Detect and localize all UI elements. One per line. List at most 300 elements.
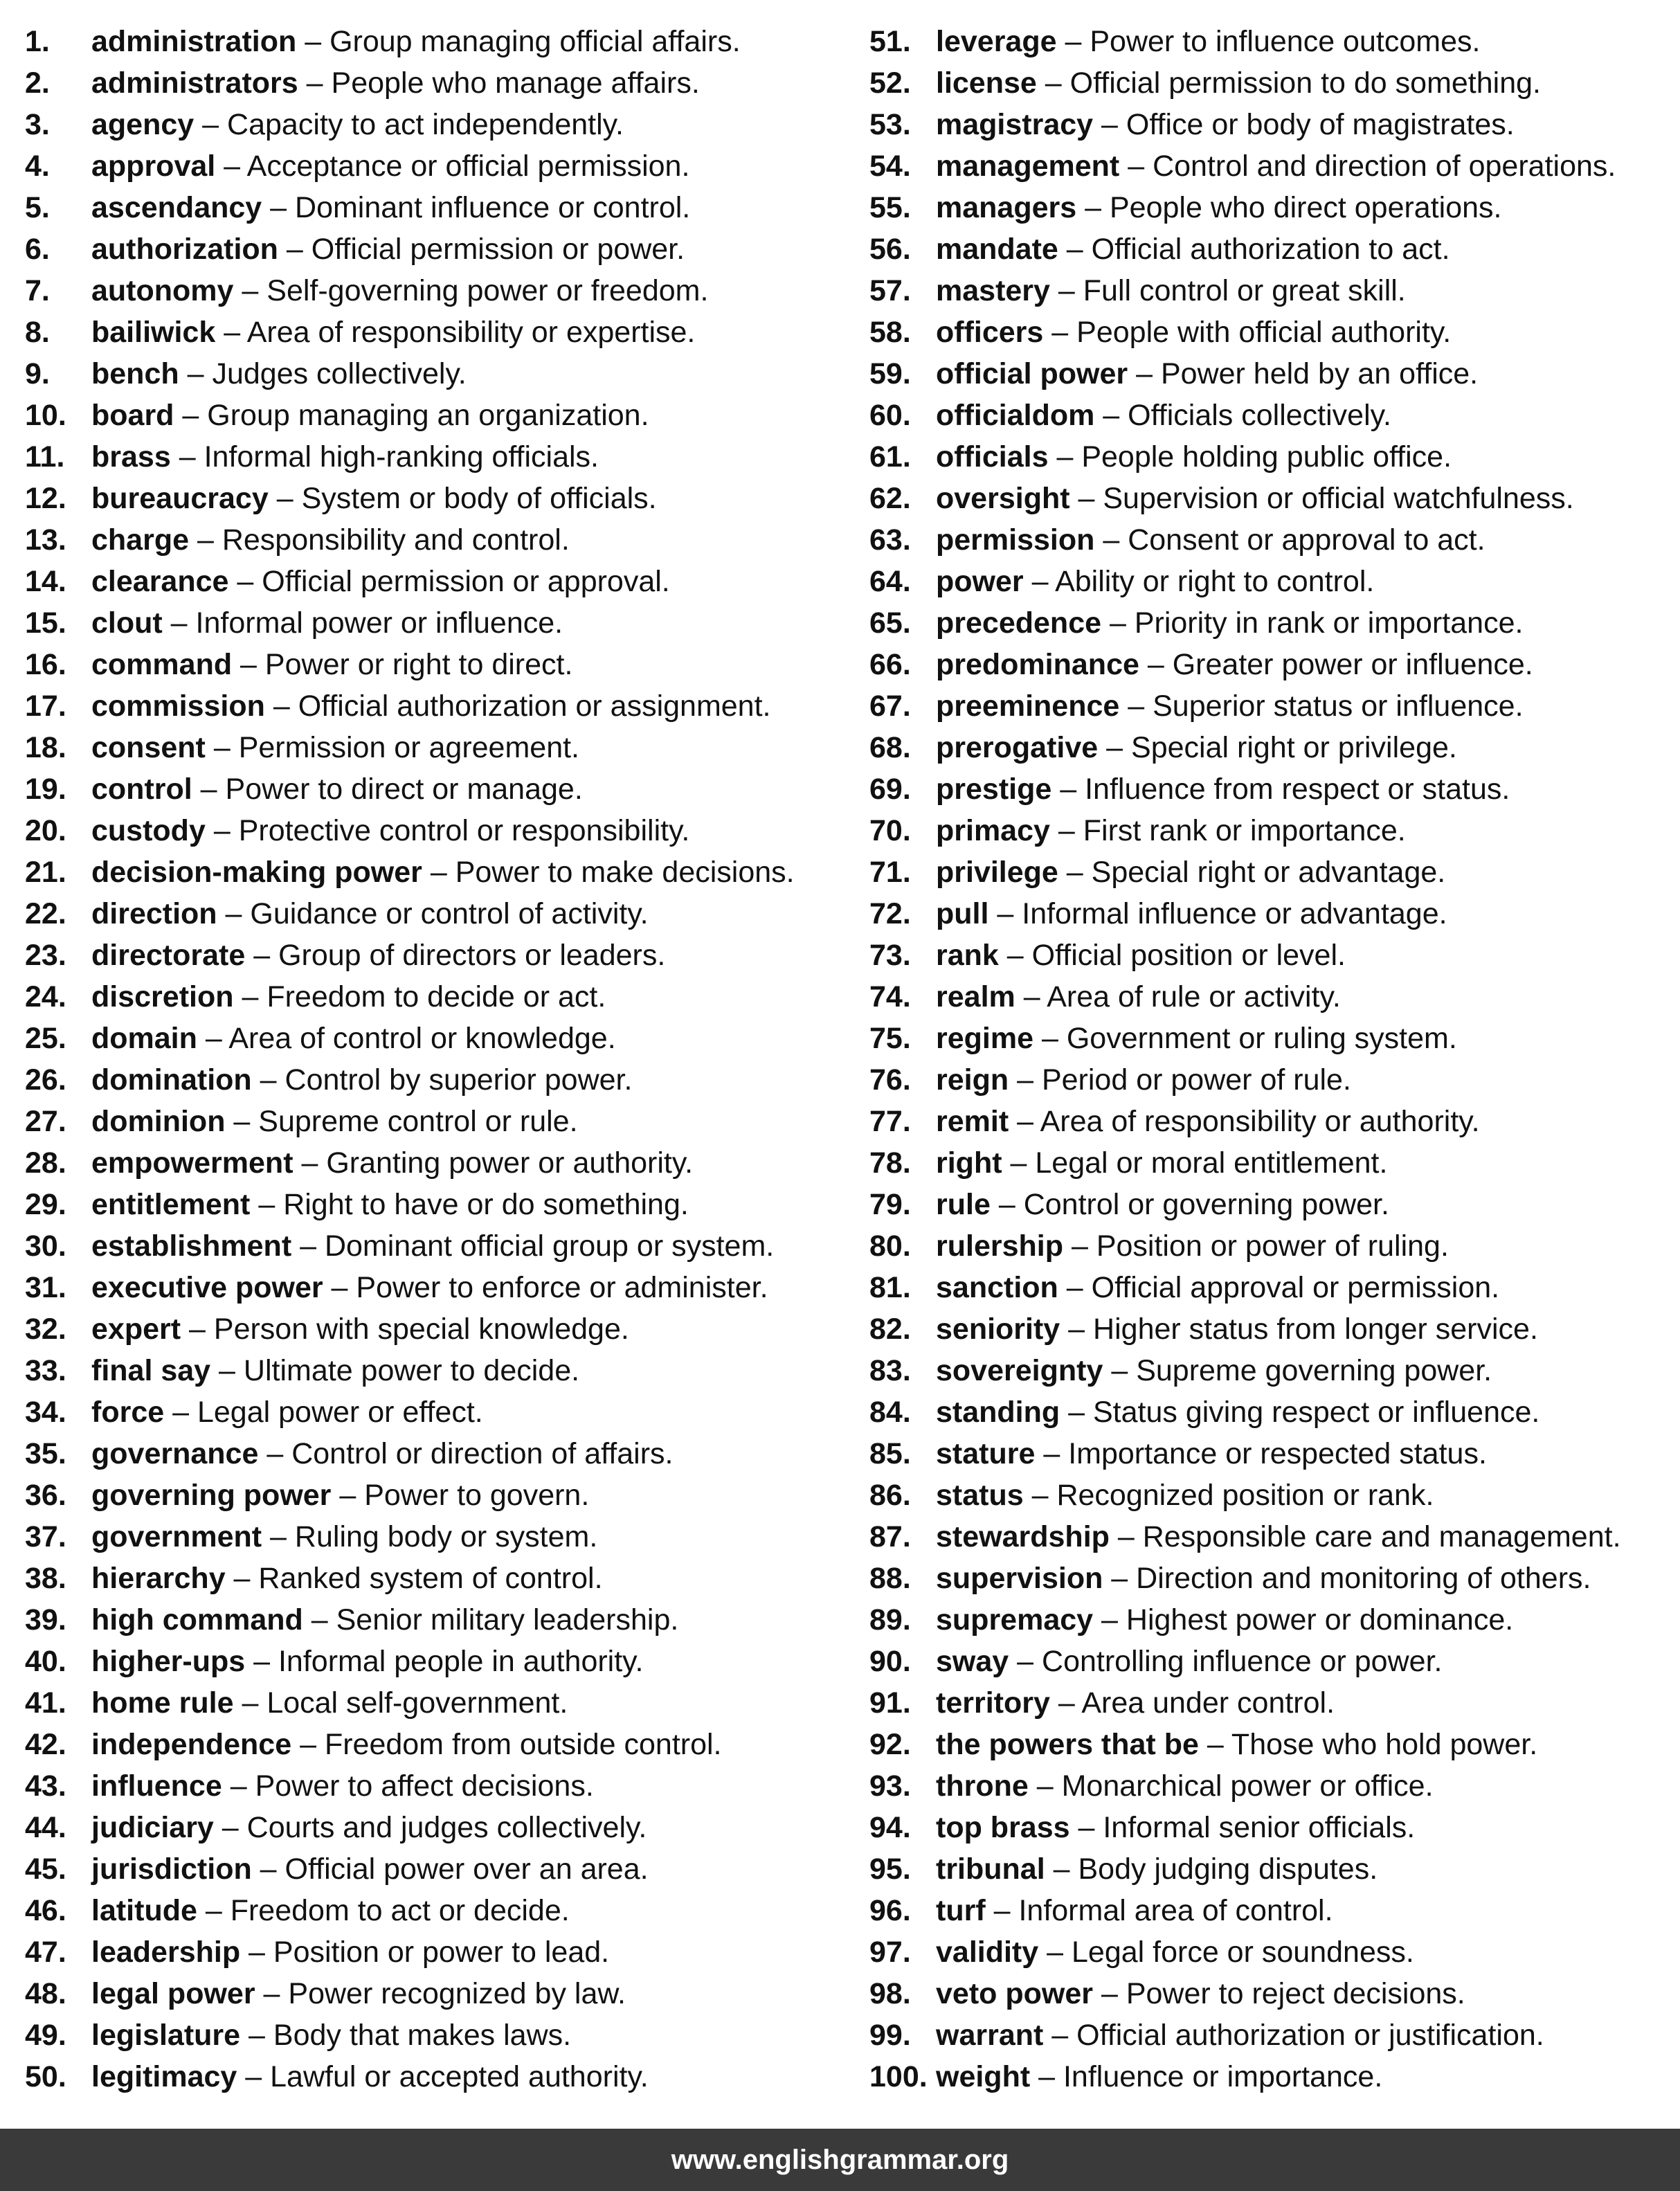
item-separator: – xyxy=(1119,150,1153,183)
item-definition: Power to affect decisions. xyxy=(255,1769,594,1803)
item-definition: Status giving respect or influence. xyxy=(1092,1396,1540,1429)
list-item xyxy=(25,1641,842,1682)
item-number: 11. xyxy=(25,440,65,474)
item-definition: Power to enforce or administer. xyxy=(356,1271,768,1304)
item-term: precedence xyxy=(936,606,1102,640)
item-separator: – xyxy=(1043,316,1077,349)
item-term: standing xyxy=(936,1396,1060,1429)
item-term: officials xyxy=(936,440,1049,474)
item-term: pull xyxy=(936,897,989,930)
item-term: direction xyxy=(91,897,217,930)
item-definition: Position or power to lead. xyxy=(273,1936,610,1969)
list-item xyxy=(869,395,1672,436)
item-number: 67. xyxy=(869,689,911,723)
item-definition: Supreme control or rule. xyxy=(258,1105,578,1138)
item-term: rulership xyxy=(936,1229,1063,1263)
item-separator: – xyxy=(262,191,296,224)
item-separator: – xyxy=(233,980,267,1013)
item-number: 95. xyxy=(869,1852,911,1886)
list-item xyxy=(25,561,842,602)
item-separator: – xyxy=(225,1562,259,1595)
list-item xyxy=(25,768,842,810)
item-separator: – xyxy=(1033,1022,1067,1055)
item-definition: Person with special knowledge. xyxy=(213,1313,629,1346)
item-separator: – xyxy=(162,606,196,640)
item-term: stewardship xyxy=(936,1520,1110,1553)
list-item xyxy=(25,312,842,353)
item-number: 24. xyxy=(25,980,66,1013)
item-separator: – xyxy=(262,1520,295,1553)
item-definition: Those who hold power. xyxy=(1231,1728,1538,1761)
item-number: 65. xyxy=(869,606,911,640)
item-definition: Informal power or influence. xyxy=(195,606,563,640)
item-definition: Area of rule or activity. xyxy=(1047,980,1341,1013)
item-term: oversight xyxy=(936,482,1070,515)
item-definition: Ability or right to control. xyxy=(1055,565,1375,598)
list-item xyxy=(869,1267,1672,1308)
item-term: administrators xyxy=(91,66,298,100)
item-number: 49. xyxy=(25,2019,66,2052)
item-term: magistracy xyxy=(936,108,1094,141)
item-number: 62. xyxy=(869,482,911,515)
list-item xyxy=(869,602,1672,644)
list-item xyxy=(25,145,842,187)
item-term: domain xyxy=(91,1022,197,1055)
list-item xyxy=(869,1018,1672,1059)
item-number: 34. xyxy=(25,1396,66,1429)
item-term: leverage xyxy=(936,25,1057,58)
item-number: 1. xyxy=(25,25,50,58)
list-item xyxy=(869,727,1672,768)
list-item xyxy=(869,1516,1672,1558)
item-separator: – xyxy=(323,1271,356,1304)
item-number: 60. xyxy=(869,399,911,432)
item-separator: – xyxy=(1198,1728,1231,1761)
item-definition: Area of responsibility or authority. xyxy=(1040,1105,1480,1138)
list-item xyxy=(25,353,842,395)
item-number: 96. xyxy=(869,1894,911,1927)
item-term: latitude xyxy=(91,1894,197,1927)
item-separator: – xyxy=(1069,482,1103,515)
item-separator: – xyxy=(1094,523,1128,557)
item-definition: Lawful or accepted authority. xyxy=(270,2060,649,2093)
item-definition: Importance or respected status. xyxy=(1068,1437,1487,1470)
item-term: jurisdiction xyxy=(91,1852,252,1886)
item-definition: Self-governing power or freedom. xyxy=(267,274,709,307)
item-term: expert xyxy=(91,1313,181,1346)
item-number: 10. xyxy=(25,399,66,432)
item-number: 77. xyxy=(869,1105,911,1138)
item-definition: Dominant official group or system. xyxy=(324,1229,775,1263)
item-definition: Dominant influence or control. xyxy=(295,191,691,224)
item-definition: Special right or privilege. xyxy=(1131,731,1457,764)
item-term: officers xyxy=(936,316,1044,349)
item-term: agency xyxy=(91,108,195,141)
item-definition: Informal influence or advantage. xyxy=(1022,897,1447,930)
item-definition: Responsibility and control. xyxy=(222,523,570,557)
item-definition: Body judging disputes. xyxy=(1078,1852,1378,1886)
item-separator: – xyxy=(278,233,311,266)
list-item xyxy=(869,187,1672,228)
item-separator: – xyxy=(296,25,330,58)
item-definition: Acceptance or official permission. xyxy=(246,150,690,183)
list-item xyxy=(869,1724,1672,1765)
list-item xyxy=(25,478,842,519)
item-separator: – xyxy=(240,2019,273,2052)
item-definition: Period or power of rule. xyxy=(1041,1063,1351,1097)
item-separator: – xyxy=(264,689,298,723)
item-separator: – xyxy=(1076,191,1110,224)
item-separator: – xyxy=(1009,1645,1042,1678)
item-term: sanction xyxy=(936,1271,1058,1304)
item-term: rank xyxy=(936,939,999,972)
item-number: 47. xyxy=(25,1936,66,1969)
item-separator: – xyxy=(990,1188,1024,1221)
item-term: bailiwick xyxy=(91,316,216,349)
list-item xyxy=(869,893,1672,935)
item-term: stature xyxy=(936,1437,1036,1470)
item-definition: Informal area of control. xyxy=(1018,1894,1333,1927)
list-item xyxy=(869,21,1672,62)
item-separator: – xyxy=(205,731,239,764)
list-item xyxy=(869,519,1672,561)
item-term: legislature xyxy=(91,2019,241,2052)
item-number: 56. xyxy=(869,233,911,266)
item-definition: Official approval or permission. xyxy=(1091,1271,1500,1304)
item-number: 61. xyxy=(869,440,911,474)
item-separator: – xyxy=(1103,1562,1137,1595)
item-term: leadership xyxy=(91,1936,241,1969)
list-item xyxy=(869,1350,1672,1391)
list-item xyxy=(25,1765,842,1807)
item-term: sovereignty xyxy=(936,1354,1103,1387)
list-item xyxy=(25,21,842,62)
item-definition: Supreme governing power. xyxy=(1136,1354,1492,1387)
item-separator: – xyxy=(1058,1271,1092,1304)
item-definition: Group of directors or leaders. xyxy=(278,939,666,972)
list-item xyxy=(25,1018,842,1059)
item-term: management xyxy=(936,150,1120,183)
item-separator: – xyxy=(197,1894,231,1927)
item-term: domination xyxy=(91,1063,252,1097)
item-definition: Power to influence outcomes. xyxy=(1090,25,1481,58)
item-number: 92. xyxy=(869,1728,911,1761)
item-number: 81. xyxy=(869,1271,911,1304)
list-item xyxy=(25,1558,842,1599)
item-separator: – xyxy=(1049,274,1083,307)
item-number: 25. xyxy=(25,1022,66,1055)
item-definition: Official position or level. xyxy=(1031,939,1346,972)
item-term: high command xyxy=(91,1603,303,1637)
item-number: 44. xyxy=(25,1811,66,1844)
list-item xyxy=(869,1765,1672,1807)
list-item xyxy=(869,1142,1672,1184)
item-term: board xyxy=(91,399,174,432)
item-definition: Consent or approval to act. xyxy=(1128,523,1485,557)
list-item xyxy=(869,270,1672,312)
item-term: custody xyxy=(91,814,206,847)
item-definition: Freedom to act or decide. xyxy=(230,1894,570,1927)
list-item xyxy=(25,685,842,727)
item-number: 36. xyxy=(25,1479,66,1512)
item-term: control xyxy=(91,773,192,806)
item-number: 17. xyxy=(25,689,66,723)
item-definition: Freedom from outside control. xyxy=(324,1728,722,1761)
item-number: 28. xyxy=(25,1146,66,1180)
item-number: 90. xyxy=(869,1645,911,1678)
item-number: 21. xyxy=(25,856,66,889)
item-separator: – xyxy=(170,440,204,474)
item-term: hierarchy xyxy=(91,1562,226,1595)
item-term: remit xyxy=(936,1105,1009,1138)
item-separator: – xyxy=(1058,233,1092,266)
item-definition: Permission or agreement. xyxy=(238,731,580,764)
item-term: command xyxy=(91,648,233,681)
item-separator: – xyxy=(197,1022,229,1055)
item-definition: Power held by an office. xyxy=(1160,357,1479,390)
item-term: top brass xyxy=(936,1811,1070,1844)
item-definition: People who direct operations. xyxy=(1109,191,1502,224)
item-definition: Power recognized by law. xyxy=(288,1977,626,2010)
item-separator: – xyxy=(181,1313,214,1346)
item-definition: Position or power of ruling. xyxy=(1096,1229,1449,1263)
list-item xyxy=(869,935,1672,976)
item-definition: Power to make decisions. xyxy=(455,856,795,889)
item-term: legitimacy xyxy=(91,2060,237,2093)
item-definition: Group managing an organization. xyxy=(207,399,649,432)
list-item xyxy=(869,685,1672,727)
item-separator: – xyxy=(192,773,226,806)
item-number: 86. xyxy=(869,1479,911,1512)
list-item xyxy=(869,1807,1672,1848)
item-definition: Office or body of magistrates. xyxy=(1126,108,1515,141)
item-separator: – xyxy=(215,150,247,183)
item-number: 7. xyxy=(25,274,50,307)
item-separator: – xyxy=(240,1936,273,1969)
item-definition: Freedom to decide or act. xyxy=(267,980,606,1013)
item-separator: – xyxy=(1038,1936,1072,1969)
item-definition: Influence or importance. xyxy=(1063,2060,1383,2093)
list-item xyxy=(869,1641,1672,1682)
list-item xyxy=(25,851,842,893)
item-number: 54. xyxy=(869,150,911,183)
word-list xyxy=(0,21,1680,2091)
item-term: predominance xyxy=(936,648,1139,681)
item-definition: Official permission or power. xyxy=(311,233,685,266)
item-separator: – xyxy=(213,1811,247,1844)
item-number: 22. xyxy=(25,897,66,930)
list-item xyxy=(25,1599,842,1641)
item-term: tribunal xyxy=(936,1852,1045,1886)
item-definition: Greater power or influence. xyxy=(1172,648,1533,681)
list-item xyxy=(869,353,1672,395)
item-number: 80. xyxy=(869,1229,911,1263)
item-definition: Supervision or official watchfulness. xyxy=(1103,482,1574,515)
item-separator: – xyxy=(1098,731,1132,764)
item-term: discretion xyxy=(91,980,234,1013)
item-number: 78. xyxy=(869,1146,911,1180)
list-item xyxy=(25,1225,842,1267)
item-separator: – xyxy=(1043,2019,1077,2052)
item-separator: – xyxy=(1101,606,1135,640)
item-term: sway xyxy=(936,1645,1009,1678)
item-number: 32. xyxy=(25,1313,66,1346)
item-number: 4. xyxy=(25,150,50,183)
item-definition: Granting power or authority. xyxy=(326,1146,694,1180)
list-item xyxy=(869,228,1672,270)
item-term: higher-ups xyxy=(91,1645,246,1678)
list-item xyxy=(869,1308,1672,1350)
list-item xyxy=(25,104,842,145)
item-definition: Highest power or dominance. xyxy=(1126,1603,1514,1637)
item-number: 19. xyxy=(25,773,66,806)
item-number: 12. xyxy=(25,482,66,515)
list-item xyxy=(869,436,1672,478)
item-number: 15. xyxy=(25,606,66,640)
item-term: warrant xyxy=(936,2019,1044,2052)
item-separator: – xyxy=(189,523,222,557)
item-number: 73. xyxy=(869,939,911,972)
list-item xyxy=(869,104,1672,145)
item-separator: – xyxy=(1030,2060,1063,2093)
item-term: force xyxy=(91,1396,165,1429)
item-separator: – xyxy=(1023,1479,1057,1512)
item-number: 63. xyxy=(869,523,911,557)
item-definition: Special right or advantage. xyxy=(1091,856,1446,889)
item-definition: Official permission or approval. xyxy=(262,565,670,598)
item-definition: Right to have or do something. xyxy=(283,1188,689,1221)
footer-url[interactable]: www.englishgrammar.org xyxy=(671,2145,1009,2175)
item-number: 84. xyxy=(869,1396,911,1429)
item-number: 5. xyxy=(25,191,50,224)
item-number: 38. xyxy=(25,1562,66,1595)
item-definition: Body that makes laws. xyxy=(273,2019,572,2052)
item-definition: Control by superior power. xyxy=(284,1063,633,1097)
item-number: 14. xyxy=(25,565,66,598)
list-item xyxy=(869,312,1672,353)
item-term: empowerment xyxy=(91,1146,293,1180)
item-number: 41. xyxy=(25,1686,66,1720)
list-item xyxy=(25,228,842,270)
item-term: autonomy xyxy=(91,274,234,307)
item-number: 31. xyxy=(25,1271,66,1304)
item-separator: – xyxy=(251,1063,285,1097)
list-item xyxy=(869,976,1672,1018)
list-item xyxy=(25,976,842,1018)
item-term: weight xyxy=(936,2060,1031,2093)
list-item xyxy=(25,187,842,228)
list-item xyxy=(25,935,842,976)
item-definition: System or body of officials. xyxy=(301,482,657,515)
item-number: 27. xyxy=(25,1105,66,1138)
item-definition: Official authorization to act. xyxy=(1091,233,1450,266)
list-item xyxy=(869,1682,1672,1724)
list-item xyxy=(25,1059,842,1101)
item-term: approval xyxy=(91,150,216,183)
item-separator: – xyxy=(1063,1229,1096,1263)
item-term: realm xyxy=(936,980,1015,1013)
item-separator: – xyxy=(1045,1852,1078,1886)
item-definition: Power to govern. xyxy=(364,1479,590,1512)
list-item xyxy=(25,1848,842,1890)
item-definition: Senior military leadership. xyxy=(336,1603,679,1637)
item-number: 18. xyxy=(25,731,66,764)
item-term: preeminence xyxy=(936,689,1120,723)
list-item xyxy=(25,1724,842,1765)
list-item xyxy=(25,810,842,851)
list-item xyxy=(25,1308,842,1350)
item-definition: Informal people in authority. xyxy=(278,1645,644,1678)
item-definition: Protective control or responsibility. xyxy=(238,814,690,847)
item-definition: Priority in rank or importance. xyxy=(1134,606,1524,640)
item-number: 66. xyxy=(869,648,911,681)
item-separator: – xyxy=(217,897,251,930)
item-definition: Official permission to do something. xyxy=(1069,66,1541,100)
item-number: 35. xyxy=(25,1437,66,1470)
list-item xyxy=(25,1890,842,1931)
item-number: 45. xyxy=(25,1852,66,1886)
item-number: 87. xyxy=(869,1520,911,1553)
item-separator: – xyxy=(210,1354,244,1387)
item-definition: Judges collectively. xyxy=(212,357,467,390)
item-separator: – xyxy=(222,1769,255,1803)
list-item xyxy=(25,1931,842,1973)
item-term: power xyxy=(936,565,1024,598)
list-item xyxy=(25,2014,842,2056)
item-term: supervision xyxy=(936,1562,1103,1595)
item-separator: – xyxy=(250,1188,284,1221)
item-separator: – xyxy=(233,274,267,307)
item-definition: Power to reject decisions. xyxy=(1126,1977,1465,2010)
item-number: 72. xyxy=(869,897,911,930)
item-number: 43. xyxy=(25,1769,66,1803)
item-term: judiciary xyxy=(91,1811,214,1844)
item-definition: Higher status from longer service. xyxy=(1093,1313,1538,1346)
item-definition: First rank or importance. xyxy=(1083,814,1406,847)
item-term: official power xyxy=(936,357,1128,390)
item-number: 23. xyxy=(25,939,66,972)
item-term: reign xyxy=(936,1063,1009,1097)
item-definition: Official power over an area. xyxy=(284,1852,649,1886)
item-number: 52. xyxy=(869,66,911,100)
item-separator: – xyxy=(1093,108,1126,141)
item-term: clearance xyxy=(91,565,229,598)
item-term: managers xyxy=(936,191,1077,224)
item-separator: – xyxy=(1009,1105,1040,1138)
item-number: 75. xyxy=(869,1022,911,1055)
item-separator: – xyxy=(237,2060,271,2093)
item-number: 13. xyxy=(25,523,66,557)
item-term: governing power xyxy=(91,1479,332,1512)
item-term: clout xyxy=(91,606,163,640)
item-term: officialdom xyxy=(936,399,1095,432)
list-item xyxy=(25,1475,842,1516)
item-definition: Power or right to direct. xyxy=(264,648,573,681)
item-separator: – xyxy=(1002,1146,1036,1180)
list-item xyxy=(25,519,842,561)
item-separator: – xyxy=(179,357,213,390)
list-item xyxy=(869,1059,1672,1101)
item-term: governance xyxy=(91,1437,259,1470)
item-definition: Full control or great skill. xyxy=(1083,274,1406,307)
item-separator: – xyxy=(1028,1769,1062,1803)
item-term: privilege xyxy=(936,856,1058,889)
item-term: regime xyxy=(936,1022,1034,1055)
list-item xyxy=(869,1973,1672,2014)
list-item xyxy=(869,2056,1672,2098)
item-number: 2. xyxy=(25,66,50,100)
list-item xyxy=(869,1184,1672,1225)
